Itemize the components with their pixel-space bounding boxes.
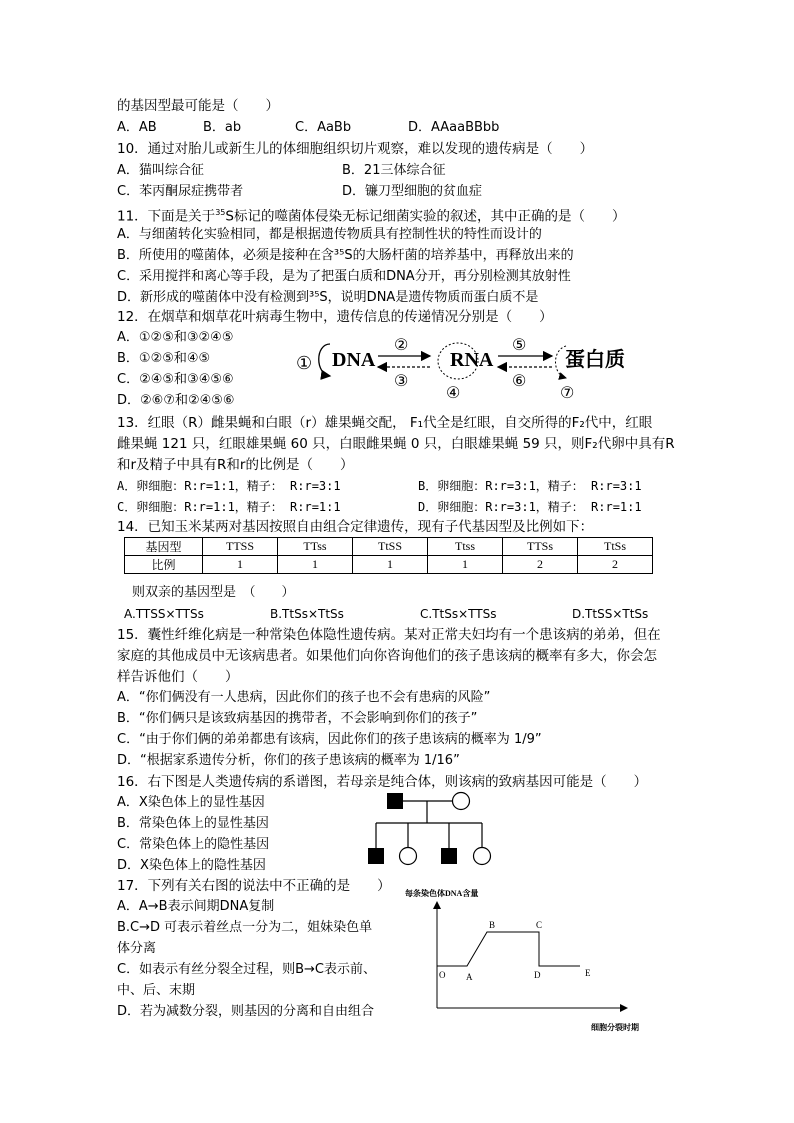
table-row bbox=[125, 538, 653, 556]
table-cell: TTSs bbox=[503, 538, 578, 556]
label-n5: ⑤ bbox=[512, 337, 527, 354]
q14-after: 则双亲的基因型是 （ ） bbox=[132, 585, 295, 600]
q13-option-c: C．卵细胞：R:r=1:1，精子： R:r=1:1 bbox=[117, 500, 341, 514]
q11-option-d: D．新形成的噬菌体中没有检测到³⁵S，说明DNA是遗传物质而蛋白质不是 bbox=[117, 290, 539, 305]
q13-option-d: D．卵细胞：R:r=3:1，精子： R:r=1:1 bbox=[418, 500, 642, 514]
q13-stem-line3: 和r及精子中具有R和r的比例是（ ） bbox=[117, 457, 354, 473]
q14-option-b: B.TtSs×TtSs bbox=[270, 607, 344, 621]
q13-option-a: A．卵细胞：R:r=1:1，精子： R:r=3:1 bbox=[117, 479, 341, 493]
affected-father-symbol bbox=[387, 793, 403, 809]
table-cell: TTss bbox=[278, 538, 353, 556]
dna-content-graph bbox=[395, 880, 655, 1040]
x-axis-label: 细胞分裂时期 bbox=[591, 1023, 639, 1032]
table-cell: 1 bbox=[278, 556, 353, 574]
q11-option-b: B．所使用的噬菌体，必须是接种在含³⁵S的大肠杆菌的培养基中，再释放出来的 bbox=[117, 248, 574, 263]
q11-stem-sup: 35 bbox=[215, 208, 226, 217]
label-n1: ① bbox=[296, 353, 313, 373]
q11-stem bbox=[117, 204, 625, 226]
q15-option-d: D．“根据家系遗传分析，你们的孩子患该病的概率为 1/16” bbox=[117, 753, 460, 768]
table-cell: Ttss bbox=[428, 538, 503, 556]
rna-label: RNA bbox=[450, 349, 494, 371]
central-dogma-diagram bbox=[290, 334, 640, 404]
q12-option-d: D．②⑥⑦和②④⑤⑥ bbox=[117, 393, 235, 408]
pedigree-chart bbox=[360, 790, 500, 870]
q12-option-c: C．②④⑤和③④⑤⑥ bbox=[117, 372, 234, 387]
affected-son-symbol bbox=[441, 848, 457, 864]
q15-option-c: C．“由于你们俩的弟弟都患有该病，因此你们的孩子患该病的概率为 1/9” bbox=[117, 732, 542, 747]
table-cell: 2 bbox=[578, 556, 653, 574]
dna-label: DNA bbox=[332, 349, 376, 371]
table-row-header: 比例 bbox=[125, 556, 203, 574]
label-n7: ⑦ bbox=[560, 385, 575, 402]
q10-stem: 10．通过对胎儿或新生儿的体细胞组织切片观察，难以发现的遗传病是（ ） bbox=[117, 141, 594, 157]
q16-option-d: D．X染色体上的隐性基因 bbox=[117, 858, 266, 873]
table-row bbox=[125, 556, 653, 574]
q12-option-a: A．①②⑤和③②④⑤ bbox=[117, 330, 234, 345]
y-axis-label: 每条染色体DNA含量 bbox=[405, 889, 479, 898]
table-row-header: 基因型 bbox=[125, 538, 203, 556]
dna-self-arrow bbox=[319, 344, 330, 376]
dna-curve bbox=[437, 932, 580, 966]
q11-option-c: C．采用搅拌和离心等手段，是为了把蛋白质和DNA分开，再分别检测其放射性 bbox=[117, 269, 571, 284]
affected-son-symbol bbox=[368, 848, 384, 864]
q13-stem-line2: 雌果蝇 121 只，红眼雄果蝇 60 只，白眼雌果蝇 0 只，白眼雄果蝇 59 只，则F₂代卵中具有R bbox=[117, 436, 675, 452]
q9-option-b: B．ab bbox=[203, 120, 242, 135]
q17-option-line: D．若为减数分裂，则基因的分离和自由组合 bbox=[117, 1004, 375, 1019]
q15-option-b: B．“你们俩只是该致病基因的携带者，不会影响到你们的孩子” bbox=[117, 711, 478, 726]
q17-option-line: C．如表示有丝分裂全过程，则B→C表示前、 bbox=[117, 962, 376, 977]
q14-option-c: C.TtSs×TTSs bbox=[420, 607, 497, 621]
daughter-symbol bbox=[400, 848, 417, 865]
table-cell: TtSs bbox=[578, 538, 653, 556]
q17-option-line: 体分离 bbox=[117, 941, 157, 956]
q15-stem-line1: 15．囊性纤维化病是一种常染色体隐性遗传病。某对正常夫妇均有一个患该病的弟弟，但在 bbox=[117, 627, 661, 643]
q17-stem: 17．下列有关右图的说法中不正确的是 ） bbox=[117, 878, 391, 894]
q10-option-c: C．苯丙酮尿症携带者 bbox=[117, 184, 244, 199]
q17-option-line: A．A→B表示间期DNA复制 bbox=[117, 899, 275, 914]
point-label: A bbox=[466, 972, 473, 982]
point-label: E bbox=[585, 968, 591, 978]
q11-option-a: A．与细菌转化实验相同，都是根据遗传物质具有控制性状的特性而设计的 bbox=[117, 227, 542, 242]
q10-option-b: B．21三体综合征 bbox=[342, 163, 446, 178]
q13-option-b: B．卵细胞：R:r=3:1，精子： R:r=3:1 bbox=[418, 479, 642, 493]
table-cell: TtSS bbox=[353, 538, 428, 556]
q17-option-line: B.C→D 可表示着丝点一分为二，姐妹染色单 bbox=[117, 920, 373, 935]
q15-option-a: A．“你们俩没有一人患病，因此你们的孩子也不会有患病的风险” bbox=[117, 690, 491, 705]
q16-option-a: A．X染色体上的显性基因 bbox=[117, 795, 265, 810]
mother-symbol bbox=[453, 793, 470, 810]
q13-stem-line1: 13．红眼（R）雌果蝇和白眼（r）雄果蝇交配， F₁代全是红眼，自交所得的F₂代中，红眼 bbox=[117, 415, 653, 431]
label-n3: ③ bbox=[394, 373, 409, 390]
q16-option-c: C．常染色体上的隐性基因 bbox=[117, 837, 270, 852]
point-label: C bbox=[536, 920, 543, 930]
point-label: D bbox=[534, 970, 541, 980]
table-cell: 1 bbox=[203, 556, 278, 574]
q9-option-a: A．AB bbox=[117, 120, 157, 135]
q15-stem-line3: 样告诉他们（ ） bbox=[117, 669, 239, 685]
point-label: B bbox=[489, 920, 496, 930]
q14-option-a: A.TTSS×TTSs bbox=[124, 607, 204, 621]
protein-label: 蛋白质 bbox=[565, 349, 625, 371]
q9-option-c: C．AaBb bbox=[295, 120, 352, 135]
q17-option-line: 中、后、末期 bbox=[117, 983, 196, 998]
q14-stem: 14．已知玉米某两对基因按照自由组合定律遗传，现有子代基因型及比例如下： bbox=[117, 519, 594, 535]
q15-stem-line2: 家庭的其他成员中无该病患者。如果他们向你咨询他们的孩子患该病的概率有多大，你会怎 bbox=[117, 648, 657, 664]
label-n6: ⑥ bbox=[512, 373, 527, 390]
q16-option-b: B．常染色体上的显性基因 bbox=[117, 816, 269, 831]
point-label: O bbox=[439, 970, 446, 980]
table-cell: 1 bbox=[353, 556, 428, 574]
q10-option-a: A．猫叫综合征 bbox=[117, 163, 204, 178]
table-cell: 2 bbox=[503, 556, 578, 574]
q9-option-d: D．AAaaBBbb bbox=[408, 120, 500, 135]
q12-stem: 12．在烟草和烟草花叶病毒生物中，遗传信息的传递情况分别是（ ） bbox=[117, 309, 553, 325]
q9-stem-tail: 的基因型最可能是（ ） bbox=[117, 98, 279, 114]
q11-stem-pre: 11．下面是关于 bbox=[117, 208, 216, 225]
label-n4: ④ bbox=[446, 385, 461, 402]
q10-option-d: D．镰刀型细胞的贫血症 bbox=[342, 184, 483, 199]
daughter-symbol bbox=[474, 848, 491, 865]
q12-option-b: B．①②⑤和④⑤ bbox=[117, 351, 211, 366]
q14-option-d: D.TtSS×TtSs bbox=[572, 607, 649, 621]
q16-stem: 16．右下图是人类遗传病的系谱图，若母亲是纯合体，则该病的致病基因可能是（ ） bbox=[117, 774, 648, 790]
q11-stem-post: S标记的噬菌体侵染无标记细菌实验的叙述，其中正确的是（ ） bbox=[225, 208, 626, 225]
label-n2: ② bbox=[394, 337, 409, 354]
genotype-table bbox=[124, 537, 653, 574]
table-cell: TTSS bbox=[203, 538, 278, 556]
table-cell: 1 bbox=[428, 556, 503, 574]
